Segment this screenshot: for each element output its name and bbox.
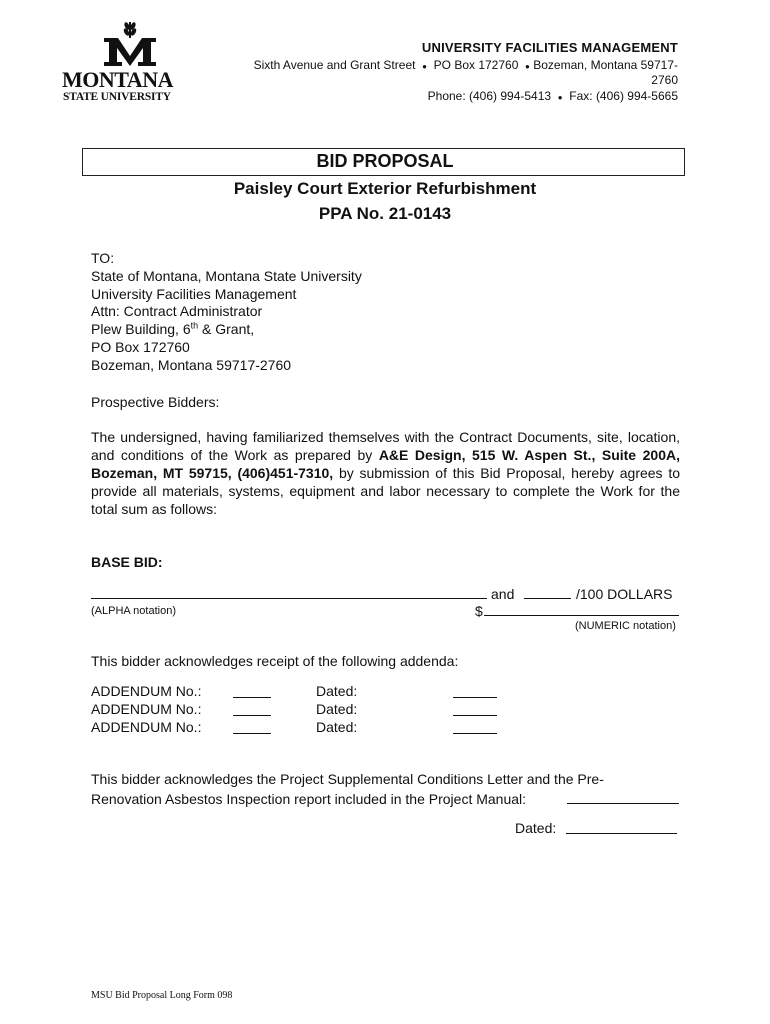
phone: Phone: (406) 994-5413: [427, 89, 552, 103]
alpha-amount-line[interactable]: [91, 598, 487, 599]
addendum-label: ADDENDUM No.:: [91, 683, 202, 699]
intro-paragraph: [91, 428, 680, 518]
acknowledge-initial-line[interactable]: [567, 803, 679, 804]
addendum-label: ADDENDUM No.:: [91, 719, 202, 735]
numeric-amount-line[interactable]: [484, 615, 679, 616]
recipient-to: TO:: [91, 250, 115, 266]
addendum-number-line[interactable]: [233, 697, 271, 698]
addendum-dated-label: Dated:: [316, 719, 358, 735]
header-title: UNIVERSITY FACILITIES MANAGEMENT: [421, 40, 678, 55]
acknowledge-dated-label: Dated:: [515, 820, 557, 836]
recipient-line: State of Montana, Montana State University: [91, 268, 362, 284]
acknowledge-line1: This bidder acknowledges the Project Supplemental Conditions Letter and the Pre-: [91, 771, 604, 787]
header-address-line: [254, 58, 678, 72]
addendum-number-line[interactable]: [233, 715, 271, 716]
architect-info: A&E Design, 515 W. Aspen St., Suite 200A, Bozeman, MT 59715, (406)451-7310,: [91, 447, 680, 481]
ordinal-sup: th: [190, 320, 199, 331]
acknowledge-date-line[interactable]: [566, 833, 677, 834]
recipient-line: [91, 320, 254, 338]
addendum-label: ADDENDUM No.:: [91, 701, 202, 717]
recipient-line: Attn: Contract Administrator: [91, 303, 263, 319]
recipient-street: & Grant,: [198, 321, 255, 337]
recipient-line: University Facilities Management: [91, 286, 297, 302]
addendum-dated-label: Dated:: [316, 701, 358, 717]
logo-name-line1: MONTANA: [62, 67, 173, 92]
bullet: ●: [422, 62, 427, 71]
intro-text: by submission of this Bid Proposal, hereby agrees to provide all materials, systems, equipment and labor necessary to complete the Work for the total sum as follows:: [91, 465, 680, 517]
bullet: ●: [525, 62, 530, 71]
project-title: Paisley Court Exterior Refurbishment: [233, 179, 537, 198]
dollar-sign: $: [475, 603, 483, 619]
recipient-line: Bozeman, Montana 59717-2760: [91, 357, 292, 373]
addendum-number-line[interactable]: [233, 733, 271, 734]
alpha-notation-label: (ALPHA notation): [91, 605, 176, 617]
recipient-line: PO Box 172760: [91, 339, 190, 355]
and-text: and: [491, 586, 515, 602]
msu-logo: [62, 20, 182, 106]
logo-name-line2: STATE UNIVERSITY: [63, 91, 171, 103]
cents-line[interactable]: [524, 598, 571, 599]
bullet: ●: [557, 93, 563, 102]
address-pobox: PO Box 172760: [433, 58, 519, 72]
header-phone-line: [428, 89, 678, 103]
dollars-text: /100 DOLLARS: [576, 586, 673, 602]
numeric-notation-label: (NUMERIC notation): [575, 620, 676, 632]
page-title: BID PROPOSAL: [316, 151, 454, 171]
addendum-date-line[interactable]: [453, 733, 497, 734]
msu-m-logo-icon: [100, 20, 160, 68]
addenda-intro: This bidder acknowledges receipt of the following addenda:: [91, 653, 459, 669]
addendum-date-line[interactable]: [453, 715, 497, 716]
salutation: Prospective Bidders:: [91, 394, 220, 410]
intro-text: The undersigned, having familiarized themselves with the Contract Documents, site, location, and conditions of the Work as prepared by: [91, 429, 680, 463]
form-footer: MSU Bid Proposal Long Form 098: [91, 990, 233, 1001]
fax: Fax: (406) 994-5665: [569, 89, 678, 103]
ppa-number: PPA No. 21-0143: [318, 204, 452, 223]
address-city: Bozeman, Montana 59717-: [533, 58, 678, 72]
address-zip-cont: 2760: [651, 73, 678, 87]
addendum-dated-label: Dated:: [316, 683, 358, 699]
base-bid-label: BASE BID:: [91, 554, 163, 570]
addendum-date-line[interactable]: [453, 697, 497, 698]
recipient-building: Plew Building, 6: [91, 321, 191, 337]
acknowledge-line2: Renovation Asbestos Inspection report included in the Project Manual:: [91, 791, 527, 807]
address-street: Sixth Avenue and Grant Street: [253, 58, 416, 72]
